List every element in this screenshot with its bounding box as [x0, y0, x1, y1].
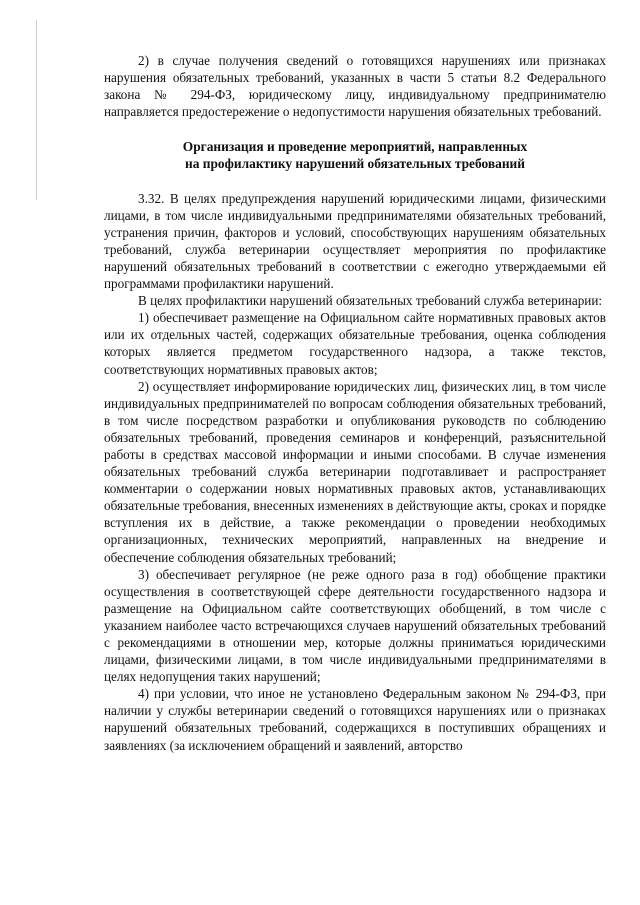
section-heading: [104, 138, 606, 172]
paragraph-prevention-intro: В целях профилактики нарушений обязательных требований служба ветеринарии:: [138, 293, 603, 309]
section-heading-line-2: на профилактику нарушений обязательных требований: [185, 156, 525, 172]
paragraph-item-1: 1) обеспечивает размещение на Официальном сайте нормативных правовых актов или их отдельных частей, содержащих обязательные требования, оценка соблюдения которых является предметом государственного надзора, а также текстов, соответствующих нормативных правовых актов;: [104, 310, 606, 377]
section-heading-line-1: Организация и проведение мероприятий, направленных: [182, 139, 528, 155]
document-body: [104, 52, 606, 754]
paragraph-item-2: 2) осуществляет информирование юридических лиц, физических лиц, в том числе индивидуальных предпринимателей по вопросам соблюдения обязательных требований, в том числе посредством разработки и опубликования руководств по соблюдению обязательных требований, проведения семинаров и конференций, разъяснительной работы в средствах массовой информации и иными способами. В случае изменения обязательных требований служба ветеринарии подготавливает и распространяет комментарии о содержании новых нормативных правовых актов, устанавливающих обязательные требования, внесенных изменениях в действующие акты, сроках и порядке вступления их в действие, а также рекомендации о проведении необходимых организационных, технических мероприятий, направленных на внедрение и обеспечение соблюдения обязательных требований;: [104, 378, 606, 565]
paragraph-3-32: 3.32. В целях предупреждения нарушений юридическими лицами, физическими лицами, в том числе индивидуальными предпринимателями обязательных требований, устранения причин, факторов и условий, способствующих нарушениям обязательных требований, служба ветеринарии осуществляет мероприятия по профилактике нарушений обязательных требований в соответствии с ежегодно утверждаемыми ей программами профилактики нарушений.: [104, 190, 606, 292]
margin-line: [36, 20, 37, 200]
intro-paragraph: 2) в случае получения сведений о готовящихся нарушениях или признаках нарушения обязательных требований, указанных в части 5 статьи 8.2 Федерального закона № 294-ФЗ, юридическому лицу, индивидуальному предпринимателю направляется предостережение о недопустимости нарушения обязательных требований.: [104, 53, 606, 120]
paragraph-item-4: 4) при условии, что иное не установлено Федеральным законом № 294-ФЗ, при наличии у службы ветеринарии сведений о готовящихся нарушениях или о признаках нарушений обязательных требований, содержащихся в поступивших обращениях и заявлениях (за исключением обращений и заявлений, авторство: [104, 686, 606, 753]
paragraph-item-3: 3) обеспечивает регулярное (не реже одного раза в год) обобщение практики осуществления в соответствующей сфере деятельности государственного надзора и размещение на Официальном сайте соответствующих обобщений, в том числе с указанием наиболее часто встречающихся случаев нарушений обязательных требований с рекомендациями в отношении мер, которые должны приниматься юридическими лицами, физическими лицами, в том числе индивидуальными предпринимателями в целях недопущения таких нарушений;: [104, 566, 606, 685]
